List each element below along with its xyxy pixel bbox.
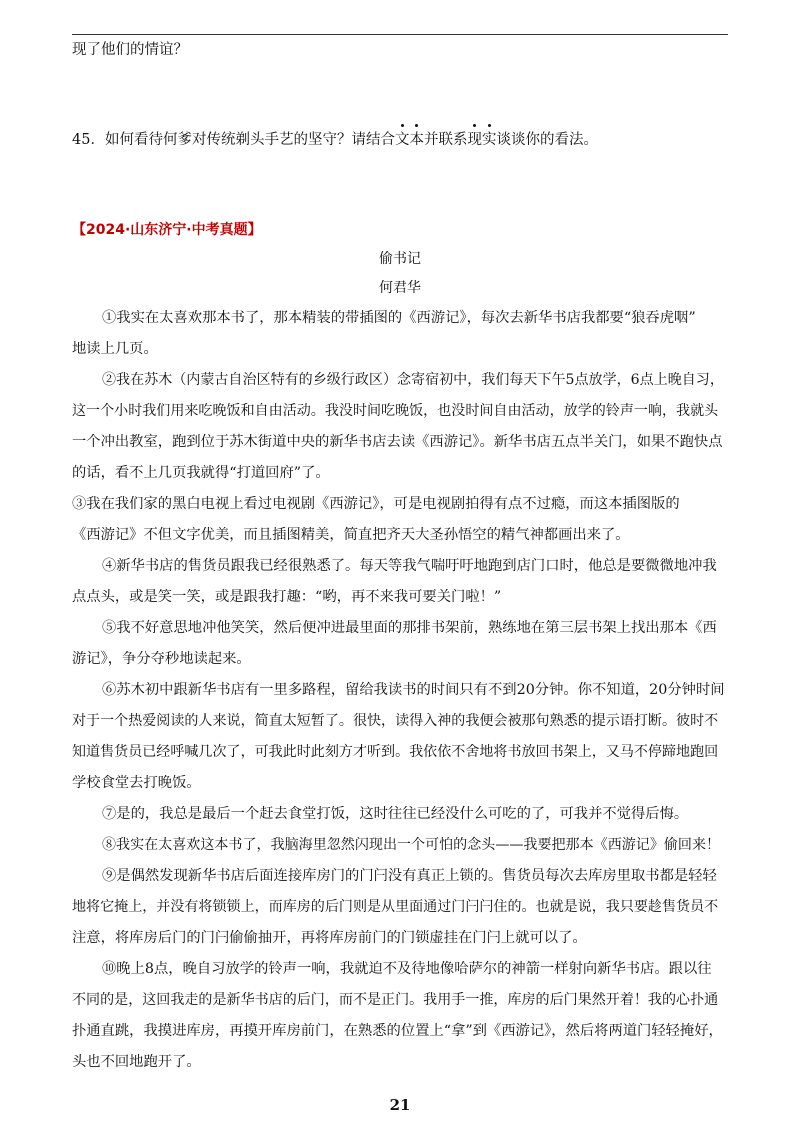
question-text-post: 谈谈你的看法。 bbox=[496, 132, 598, 148]
paragraph-line: 不同的是，这回我走的是新华书店的后门，而不是正门。我用手一推，库房的后门果然开着！我的心扑通 bbox=[72, 992, 719, 1008]
question-text-pre: 45．如何看待何爹对传统剃头手艺的坚守？请结合 bbox=[72, 132, 395, 148]
header-rule bbox=[72, 34, 728, 35]
paragraph-line: 这一个小时我们用来吃晚饭和自由活动。我没时间吃晚饭，也没时间自由活动，放学的铃声一响，我就头 bbox=[72, 403, 719, 419]
paragraph-line: 点点头，或是笑一笑，或是跟我打趣：“哟，再不来我可要关门啦！” bbox=[72, 589, 502, 605]
essay-author: 何君华 bbox=[379, 280, 421, 296]
paragraph-line: 知道售货员已经呼喊几次了，可我此时此刻方才听到。我依依不舍地将书放回书架上，又马不停蹄地跑回 bbox=[72, 744, 719, 760]
paragraph-line: ⑦是的，我总是最后一个赶去食堂打饭，这时往往已经没什么可吃的了，可我并不觉得后悔。 bbox=[102, 806, 689, 822]
paragraph-line: ③我在我们家的黑白电视上看过电视剧《西游记》，可是电视剧拍得有点不过瘾，而这本插图版的 bbox=[72, 496, 680, 512]
paragraph-line: ⑧我实在太喜欢这本书了，我脑海里忽然闪现出一个可怕的念头——我要把那本《西游记》偷回来！ bbox=[102, 837, 721, 853]
paragraph-line: 的话，看不上几页我就得“打道回府”了。 bbox=[72, 465, 330, 481]
paragraph-line: 扑通直跳，我摸进库房，再摸开库房前门，在熟悉的位置上“拿”到《西游记》，然后将两道门轻轻掩好， bbox=[72, 1023, 723, 1039]
paragraph-line: 游记》，争分夺秒地读起来。 bbox=[72, 651, 251, 667]
paragraph-line: 学校食堂去打晚饭。 bbox=[72, 775, 201, 791]
previous-question-tail: 现了他们的情谊？ bbox=[72, 42, 188, 58]
source-tag: 【2024·山东济宁·中考真题】 bbox=[72, 222, 262, 238]
paragraph-line: 地将它掩上，并没有将锁锁上，而库房的后门则是从里面通过门闩闩住的。也就是说，我只要趁售货员不 bbox=[72, 899, 719, 915]
paragraph-line: 头也不回地跑开了。 bbox=[72, 1054, 201, 1070]
question-text-mid: 并联系 bbox=[423, 132, 468, 148]
paragraph-line: ⑨是偶然发现新华书店后面连接库房门的门闩没有真正上锁的。售货员每次去库房里取书都是轻轻 bbox=[102, 868, 717, 884]
emphasis-char: 文 bbox=[395, 128, 410, 149]
paragraph-line: 《西游记》不但文字优美，而且插图精美，简直把齐天大圣孙悟空的精气神都画出来了。 bbox=[72, 527, 630, 543]
page-number: 21 bbox=[389, 1096, 411, 1114]
paragraph-line: ①我实在太喜欢那本书了，那本精装的带插图的《西游记》，每次去新华书店我都要“狼吞虎咽” bbox=[102, 310, 696, 326]
paragraph-line: 一个冲出教室，跑到位于苏木街道中央的新华书店去读《西游记》。新华书店五点半关门，如果不跑快点 bbox=[72, 434, 723, 450]
paragraph-line: ④新华书店的售货员跟我已经很熟悉了。每天等我气喘吁吁地跑到店门口时，他总是要微微地冲我 bbox=[102, 558, 717, 574]
question-45 bbox=[72, 128, 598, 149]
paragraph-line: ⑤我不好意思地冲他笑笑，然后便冲进最里面的那排书架前，熟练地在第三层书架上找出那本《西 bbox=[102, 620, 717, 636]
paragraph-line: 地读上几页。 bbox=[72, 341, 158, 357]
paragraph-line: ②我在苏木（内蒙古自治区特有的乡级行政区）念寄宿初中，我们每天下午5点放学，6点上晚自习， bbox=[102, 372, 724, 388]
emphasis-char: 现 bbox=[467, 128, 482, 149]
paragraph-line: 注意，将库房后门的门闩偷偷抽开，再将库房前门的门锁虚挂在门闩上就可以了。 bbox=[72, 930, 587, 946]
paragraph-line: ⑥苏木初中跟新华书店有一里多路程，留给我读书的时间只有不到20分钟。你不知道，20分钟时间 bbox=[102, 682, 725, 698]
paragraph-line: 对于一个热爱阅读的人来说，简直太短暂了。很快，读得入神的我便会被那句熟悉的提示语打断。彼时不 bbox=[72, 713, 719, 729]
emphasis-char: 实 bbox=[482, 128, 497, 149]
paragraph-line: ⑩晚上8点，晚自习放学的铃声一响，我就迫不及待地像哈萨尔的神箭一样射向新华书店。跟以往 bbox=[102, 961, 712, 977]
emphasis-char: 本 bbox=[409, 128, 424, 149]
essay-title: 偷书记 bbox=[379, 251, 421, 267]
